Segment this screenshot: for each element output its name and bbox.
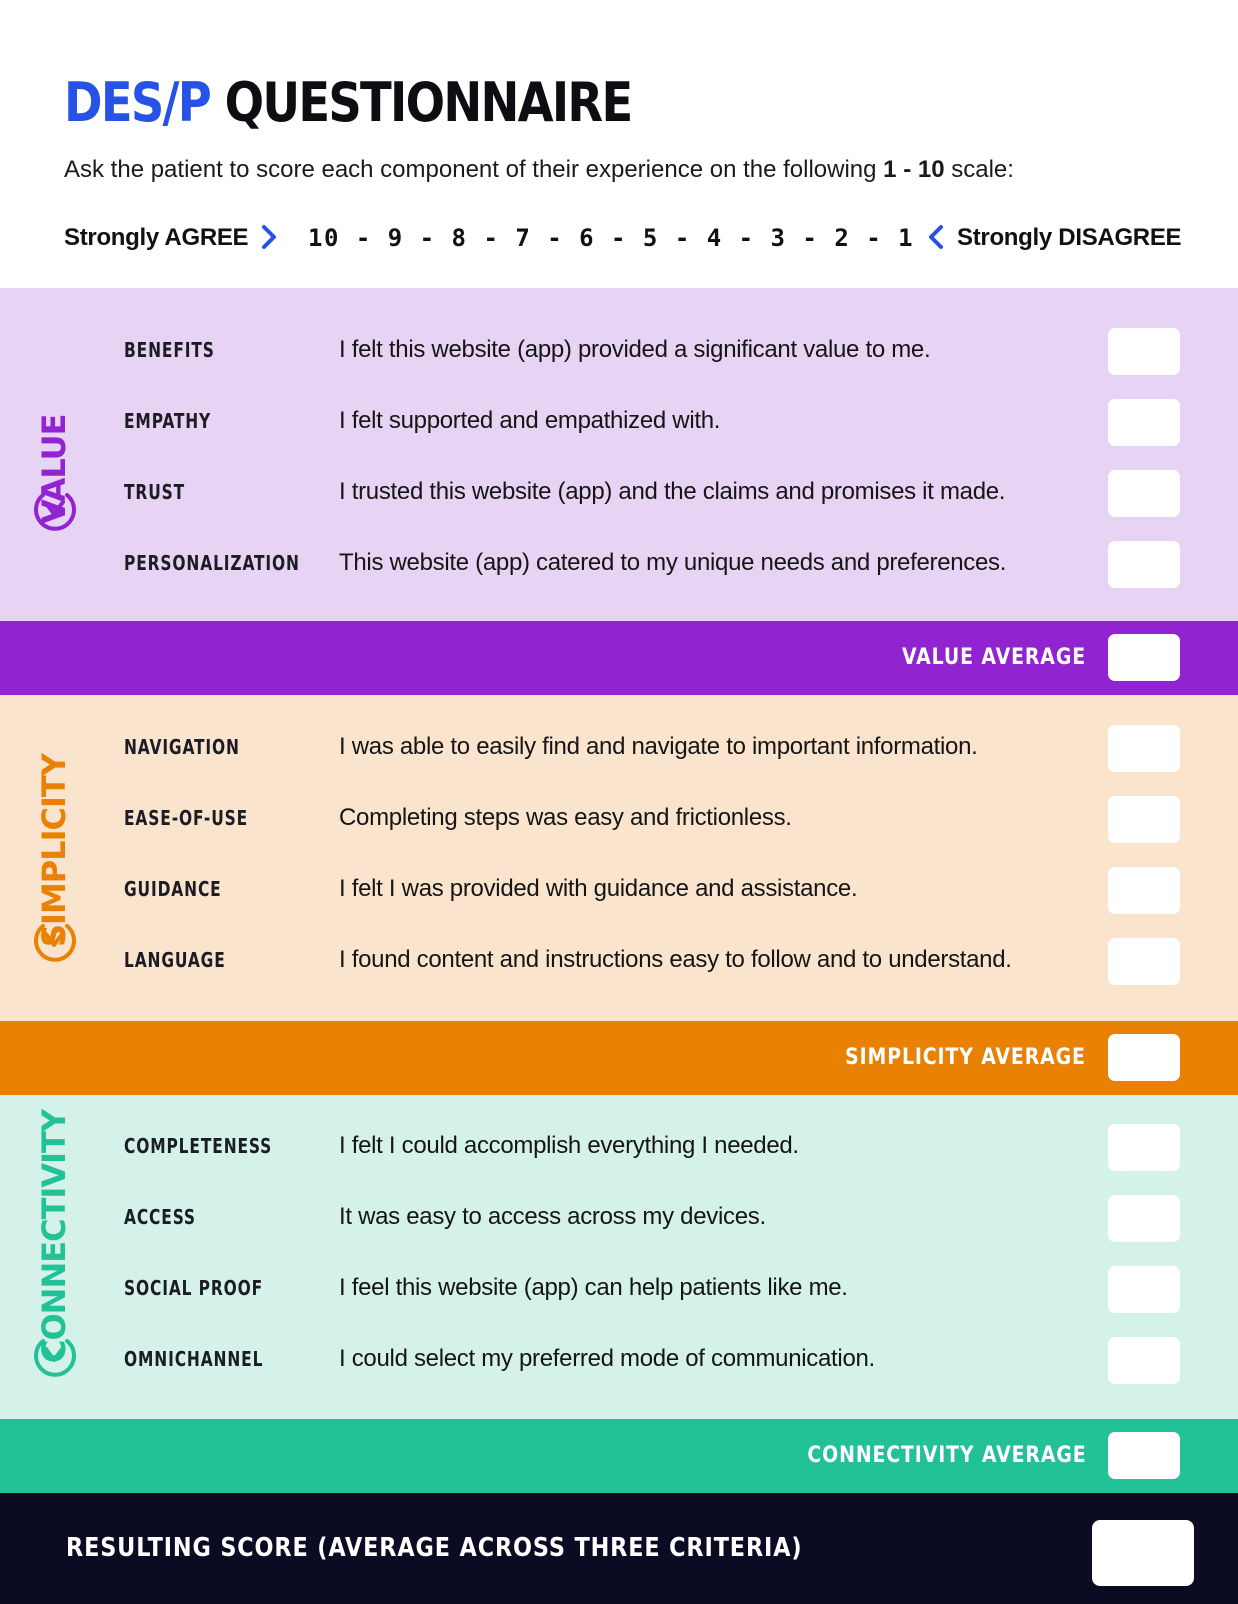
section-label-simplicity: SIMPLICITY [35,754,73,947]
scale-disagree-label: Strongly DISAGREE [957,224,1182,251]
chevron-left-icon [926,224,946,250]
score-input[interactable] [1108,867,1180,914]
question-row-social-proof [0,1254,1238,1325]
section-value [0,288,1238,621]
score-input[interactable] [1108,1124,1180,1171]
scale-legend [64,220,1184,256]
statement-text: Completing steps was easy and frictionless. [339,804,792,831]
section-simplicity [0,695,1238,1021]
score-input[interactable] [1108,796,1180,843]
statement-text: I felt I could accomplish everything I needed. [339,1132,799,1159]
statement-text: I trusted this website (app) and the claims and promises it made. [339,478,1006,505]
page-title [64,70,631,136]
instructions-scale: 1 - 10 [883,156,945,183]
simplicity-average-bar [0,1021,1238,1095]
score-input[interactable] [1108,328,1180,375]
category-label: TRUST [124,480,186,504]
category-label: EMPATHY [124,409,212,433]
score-input[interactable] [1108,470,1180,517]
question-row-ease-of-use [0,784,1238,855]
statement-text: This website (app) catered to my unique needs and preferences. [339,549,1007,576]
instructions [64,156,1014,184]
statement-text: I felt this website (app) provided a significant value to me. [339,336,931,363]
statement-text: I was able to easily find and navigate to important information. [339,733,978,760]
question-row-language [0,926,1238,997]
score-input[interactable] [1108,1266,1180,1313]
question-row-access [0,1183,1238,1254]
scale-agree-label: Strongly AGREE [64,224,249,251]
result-score-input[interactable] [1092,1520,1194,1586]
score-input[interactable] [1108,541,1180,588]
value-average-bar [0,621,1238,695]
instructions-suffix: scale: [944,156,1014,183]
category-label: EASE-OF-USE [124,806,249,830]
score-input[interactable] [1108,1337,1180,1384]
question-row-benefits [0,316,1238,387]
title-text: QUESTIONNAIRE [224,71,632,134]
simplicity-average-label: SIMPLICITY AVERAGE [845,1045,1086,1070]
header [0,0,1238,288]
question-row-empathy [0,387,1238,458]
statement-text: It was easy to access across my devices. [339,1203,766,1230]
question-row-personalization [0,529,1238,600]
scale-numbers: 10 - 9 - 8 - 7 - 6 - 5 - 4 - 3 - 2 - 1 [308,224,915,252]
statement-text: I felt I was provided with guidance and assistance. [339,875,858,902]
connectivity-average-bar [0,1419,1238,1493]
category-label: ACCESS [124,1205,196,1229]
category-label: SOCIAL PROOF [124,1276,264,1300]
score-input[interactable] [1108,399,1180,446]
question-row-trust [0,458,1238,529]
score-input[interactable] [1108,725,1180,772]
category-label: BENEFITS [124,338,215,362]
category-label: OMNICHANNEL [124,1347,264,1371]
question-row-omnichannel [0,1325,1238,1396]
section-label-connectivity: CONNECTIVITY [35,1110,73,1363]
category-label: COMPLETENESS [124,1134,273,1158]
category-label: GUIDANCE [124,877,222,901]
chevron-right-icon [260,224,280,250]
statement-text: I could select my preferred mode of communication. [339,1345,875,1372]
result-bar [0,1493,1238,1604]
connectivity-average-label: CONNECTIVITY AVERAGE [806,1443,1086,1468]
category-label: LANGUAGE [124,948,226,972]
statement-text: I found content and instructions easy to follow and to understand. [339,946,1012,973]
connectivity-average-input[interactable] [1108,1432,1180,1479]
question-row-guidance [0,855,1238,926]
result-label: RESULTING SCORE (AVERAGE ACROSS THREE CRITERIA) [66,1533,803,1563]
statement-text: I feel this website (app) can help patients like me. [339,1274,848,1301]
value-average-label: VALUE AVERAGE [901,645,1086,670]
section-label-value: VALUE [35,414,73,524]
score-input[interactable] [1108,1195,1180,1242]
question-row-completeness [0,1112,1238,1183]
value-average-input[interactable] [1108,634,1180,681]
statement-text: I felt supported and empathized with. [339,407,721,434]
instructions-text: Ask the patient to score each component of their experience on the following [64,156,884,183]
category-label: PERSONALIZATION [124,551,300,575]
question-row-navigation [0,713,1238,784]
category-label: NAVIGATION [124,735,240,759]
simplicity-average-input[interactable] [1108,1034,1180,1081]
score-input[interactable] [1108,938,1180,985]
section-connectivity [0,1095,1238,1419]
title-brand: DES/P [64,71,211,134]
